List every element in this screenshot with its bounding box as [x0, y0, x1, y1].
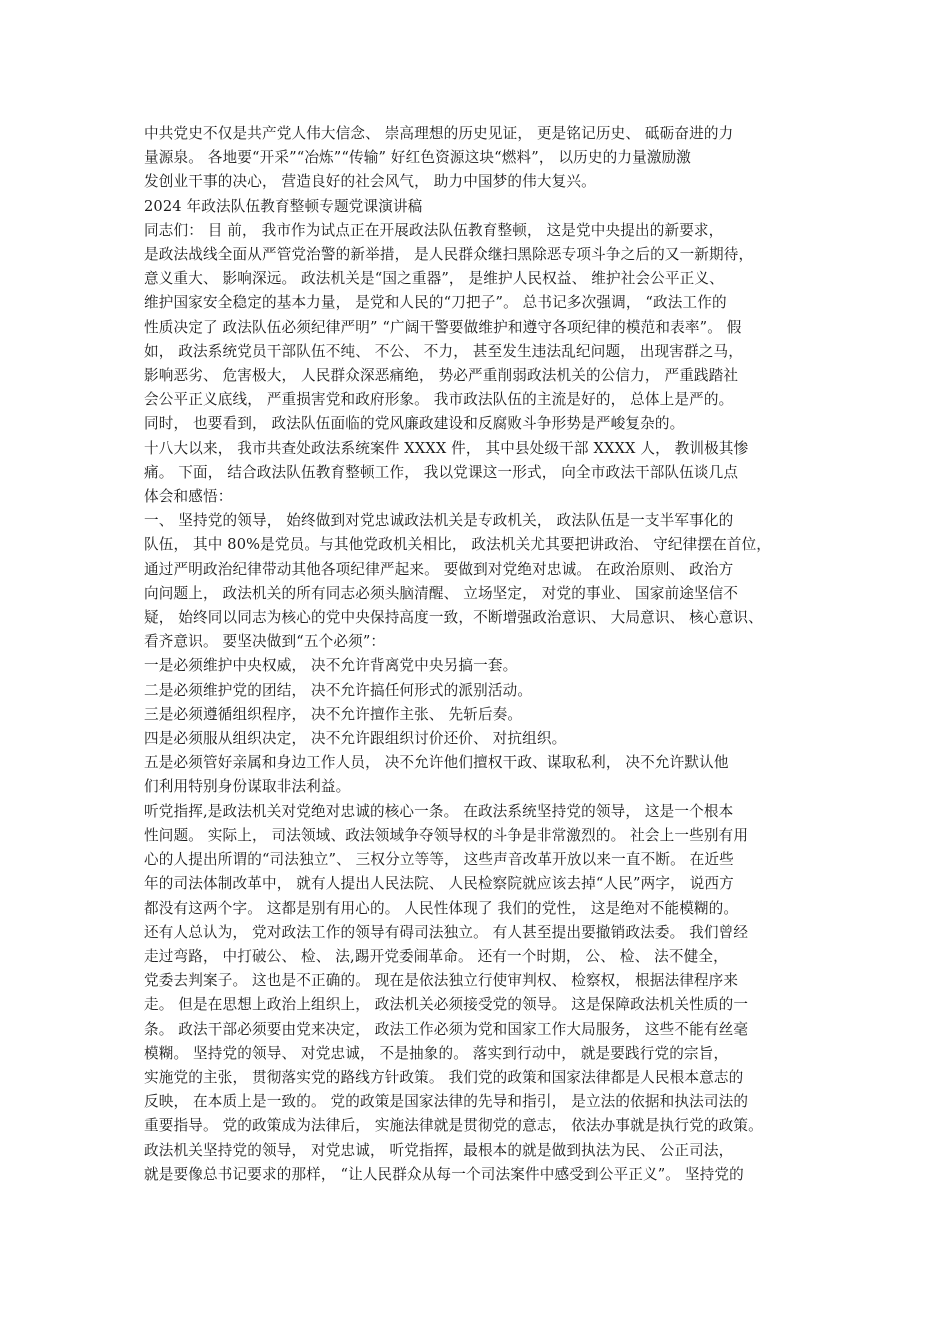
text-line: 走过弯路， 中打破公、 检、 法,踢开党委闹革命。 还有一个时期， 公、 检、 法不健全，: [144, 947, 728, 965]
text-line: 都没有这两个字。 这都是别有用心的。 人民性体现了 我们的党性， 这是绝对不能模糊的。: [144, 899, 739, 917]
text-line: 模糊。 坚持党的领导、 对党忠诚， 不是抽象的。 落实到行动中， 就是要践行党的宗旨，: [144, 1044, 729, 1062]
text-line: 看齐意识。 要坚决做到“五个必须”：: [144, 633, 386, 651]
text-line: 条。 政法干部必须要由党来决定， 政法工作必须为党和国家工作大局服务， 这些不能有丝毫: [144, 1020, 749, 1038]
text-line: 维护国家安全稳定的基本力量， 是党和人民的“刀把子”。 总书记多次强调， “政法工作的: [144, 294, 727, 312]
text-line: 五是必须管好亲属和身边工作人员， 决不允许他们擅权干政、谋取私利， 决不允许默认他: [144, 754, 729, 772]
text-line: 性问题。 实际上， 司法领域、政法领域争夺领导权的斗争是非常激烈的。 社会上一些别有用: [144, 826, 749, 844]
text-line: 走。 但是在思想上政治上组织上， 政法机关必须接受党的领导。 这是保障政法机关性质的一: [144, 996, 749, 1014]
text-line: 中共党史不仅是共产党人伟大信念、 崇高理想的历史见证， 更是铭记历史、 砥砺奋进的力: [144, 125, 734, 142]
text-line: 还有人总认为， 党对政法工作的领导有碍司法独立。 有人甚至提出要撤销政法委。 我们曾经: [144, 923, 749, 941]
text-line: 党委去判案子。 这也是不正确的。 现在是依法独立行使审判权、 检察权， 根据法律程序来: [144, 972, 739, 990]
text-line: 一是必须维护中央权威， 决不允许背离党中央另搞一套。: [144, 657, 518, 675]
text-line: 性质决定了 政法队伍必须纪律严明” “广阔干警要做维护和遵守各项纪律的模范和表率”。 假: [144, 318, 742, 336]
text-line: 同志们： 目 前， 我市作为试点正在开展政法队伍教育整顿， 这是党中央提出的新要求，: [144, 221, 724, 239]
text-line: 向问题上， 政法机关的所有同志必须头脑清醒、 立场坚定， 对党的事业、 国家前途坚信不: [144, 584, 739, 602]
text-line: 影响恶劣、 危害极大， 人民群众深恶痛绝， 势必严重削弱政法机关的公信力， 严重践踏社: [144, 367, 739, 385]
text-line: 2024 年政法队伍教育整顿专题党课演讲稿: [144, 197, 423, 215]
text-line: 实施党的主张， 贯彻落实党的路线方针政策。 我们党的政策和国家法律都是人民根本意志的: [144, 1068, 744, 1086]
text-line: 四是必须服从组织决定， 决不允许跟组织讨价还价、 对抗组织。: [144, 730, 567, 748]
text-line: 体会和感悟：: [144, 488, 233, 506]
text-line: 痛。 下面， 结合政法队伍教育整顿工作， 我以党课这一形式， 向全市政法干部队伍谈几点: [144, 463, 739, 481]
document-body: [144, 122, 824, 1187]
text-line: 反映， 在本质上是一致的。 党的政策是国家法律的先导和指引， 是立法的依据和执法司法的: [144, 1093, 749, 1111]
text-line: 二是必须维护党的团结， 决不允许搞任何形式的派别活动。: [144, 681, 533, 699]
text-line: 心的人提出所谓的“司法独立”、 三权分立等等， 这些声音改革开放以来一直不断。 在近些: [144, 851, 734, 869]
text-line: 发创业干事的决心， 营造良好的社会风气， 助力中国梦的伟大复兴。: [144, 173, 596, 191]
text-line: 意义重大、 影响深远。 政法机关是“国之重器”， 是维护人民权益、 维护社会公平正义、: [144, 270, 724, 288]
text-line: 政法机关坚持党的领导， 对党忠诚， 听党指挥，最根本的就是做到执法为民、 公正司法，: [144, 1141, 734, 1159]
text-line: 十八大以来， 我市共查处政法系统案件 XXXX 件， 其中县处级干部 XXXX 人， 教训极其惨: [144, 439, 749, 457]
text-line: 如， 政法系统党员干部队伍不纯、 不公、 不力， 甚至发生违法乱纪问题， 出现害群之马，: [144, 342, 743, 360]
text-line: 一、 坚持党的领导， 始终做到对党忠诚政法机关是专政机关， 政法队伍是一支半军事化的: [144, 512, 734, 530]
text-line: 通过严明政治纪律带动其他各项纪律严起来。 要做到对党绝对忠诚。 在政治原则、 政治方: [144, 560, 734, 578]
text-line: 是政法战线全面从严管党治警的新举措， 是人民群众继扫黑除恶专项斗争之后的又一新期待，: [144, 246, 754, 264]
text-line: 三是必须遵循组织程序， 决不允许擅作主张、 先斩后奏。: [144, 705, 523, 723]
text-line: 重要指导。 党的政策成为法律后， 实施法律就是贯彻党的意志， 依法办事就是执行党的政策。: [144, 1117, 763, 1135]
text-line: 就是要像总书记要求的那样， “让人民群众从每一个司法案件中感受到公平正义”。 坚持党的: [144, 1165, 744, 1183]
text-line: 疑， 始终同以同志为核心的党中央保持高度一致，不断增强政治意识、 大局意识、 核心意识、: [144, 609, 763, 627]
text-line: 们利用特别身份谋取非法利益。: [144, 778, 351, 796]
text-line: 会公平正义底线， 严重损害党和政府形象。 我市政法队伍的主流是好的， 总体上是严的。: [144, 391, 734, 409]
text-line: 队伍， 其中 80%是党员。与其他党政机关相比， 政法机关尤其要把讲政治、 守纪律摆在首位，: [144, 536, 772, 554]
text-line: 年的司法体制改革中， 就有人提出人民法院、 人民检察院就应该去掉“人民”两字， 说西方: [144, 875, 734, 893]
text-line: 同时， 也要看到， 政法队伍面临的党风廉政建设和反腐败斗争形势是严峻复杂的。: [144, 415, 685, 433]
text-line: 量源泉。 各地要“开采”“冶炼”“传输” 好红色资源这块“燃料”， 以历史的力量激励激: [144, 149, 692, 167]
text-line: 听党指挥,是政法机关对党绝对忠诚的核心一条。 在政法系统坚持党的领导， 这是一个根本: [144, 802, 734, 820]
